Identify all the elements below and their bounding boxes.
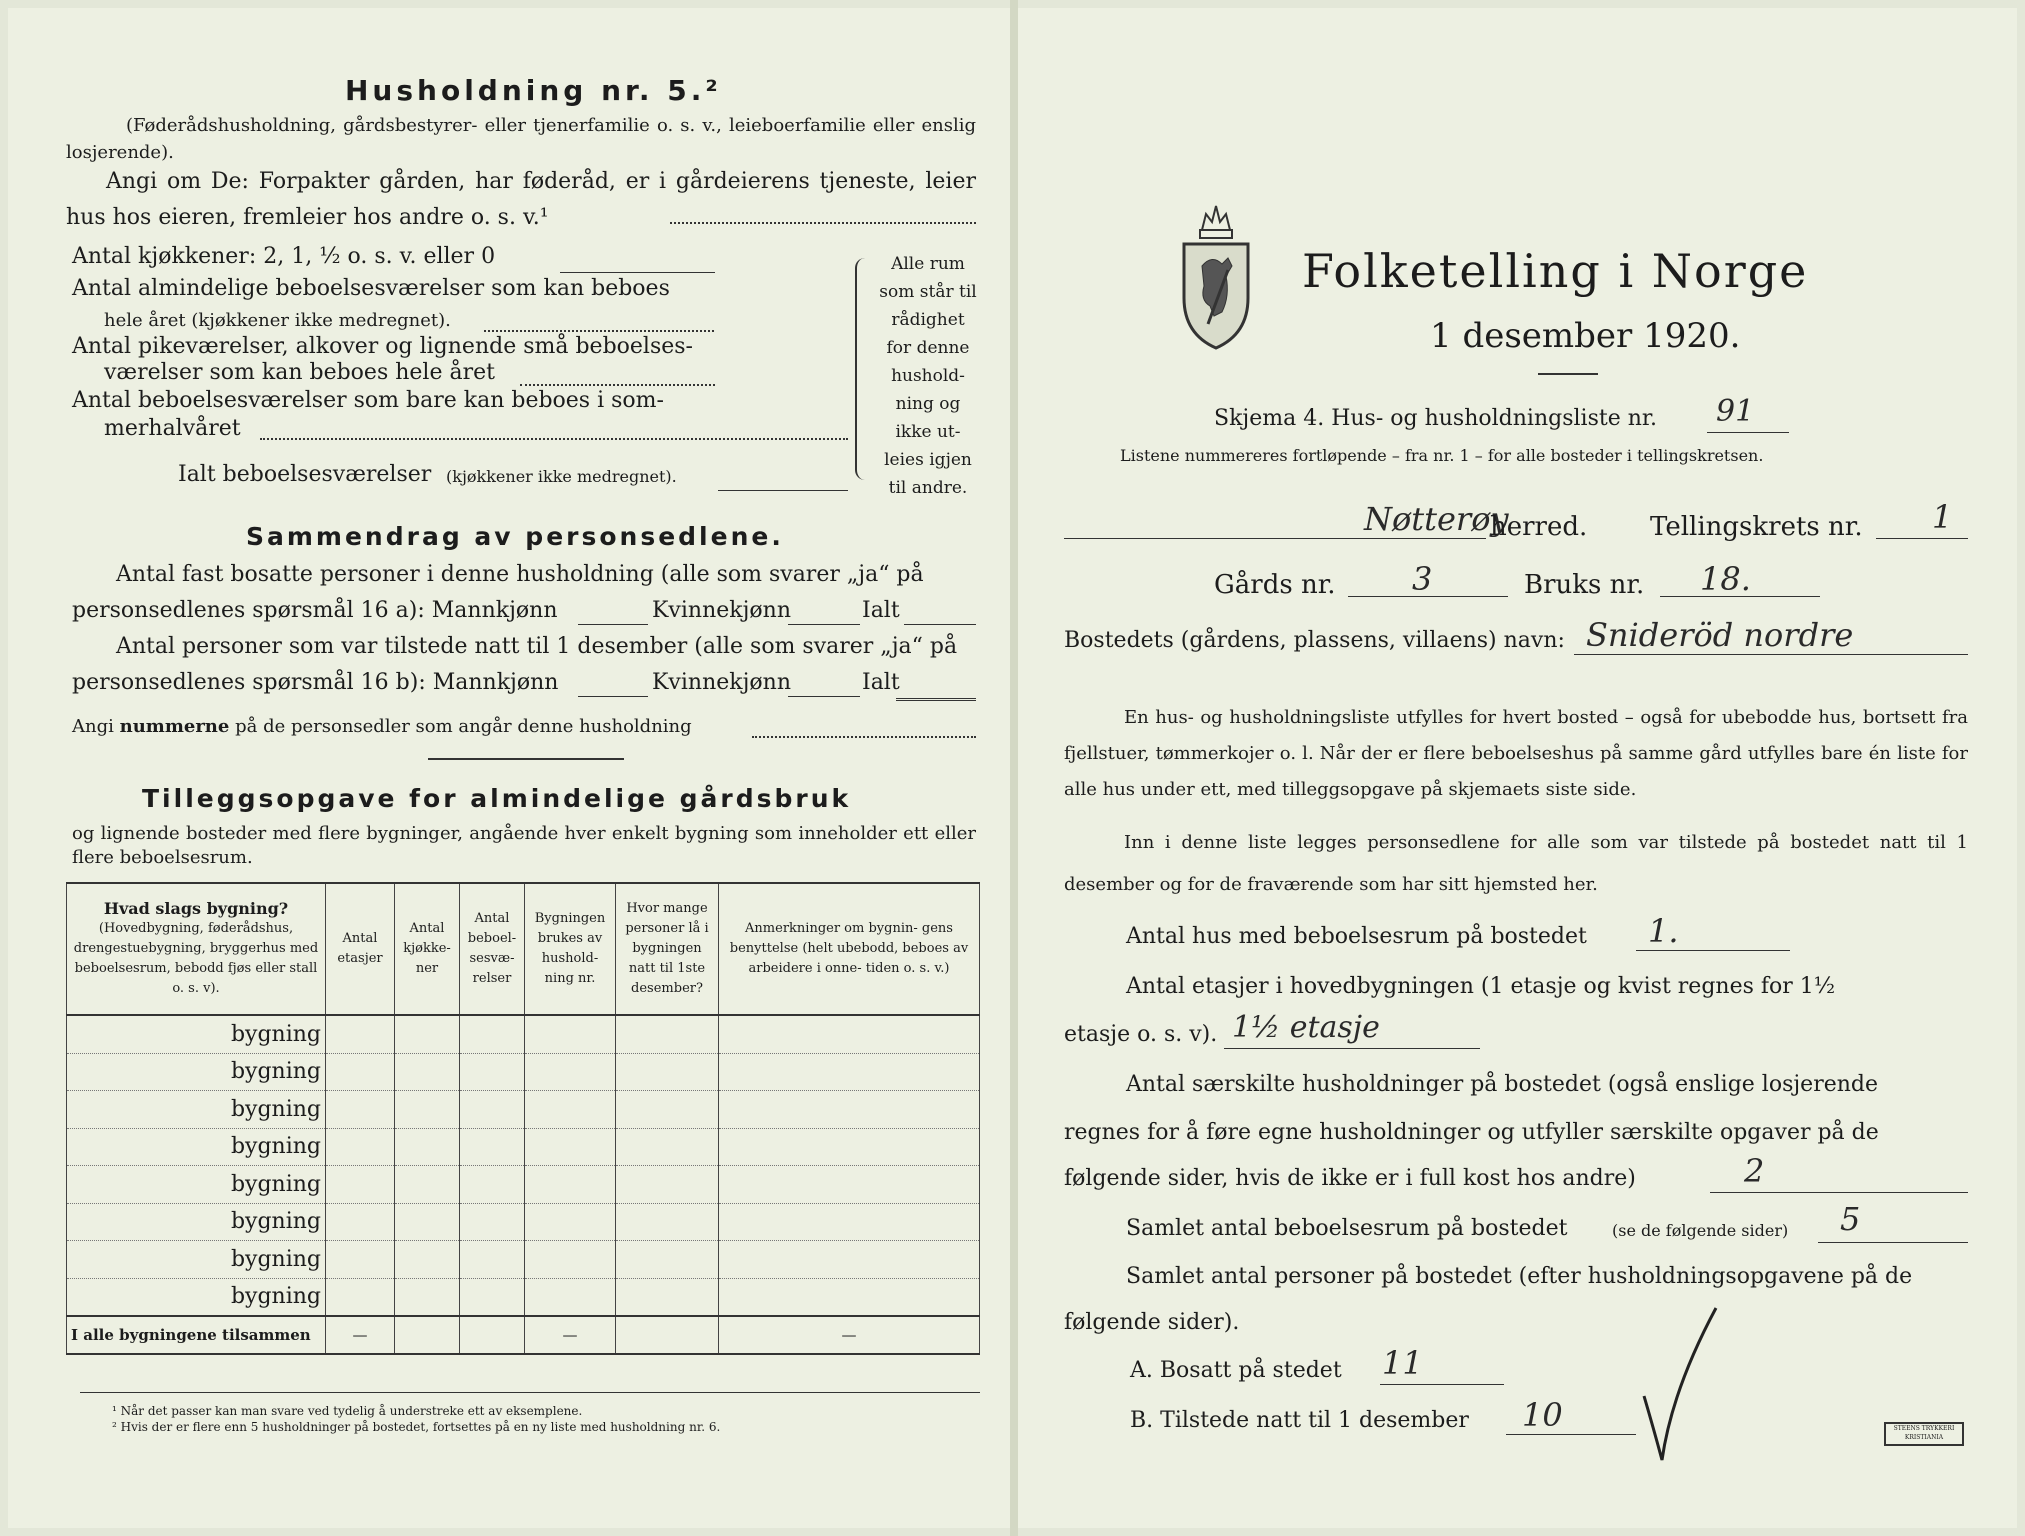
- row-label: bygning: [67, 1091, 326, 1129]
- answer-line-mann-2: [578, 696, 648, 697]
- cell: [460, 1203, 525, 1241]
- cell: [326, 1053, 395, 1091]
- cell: [395, 1128, 460, 1166]
- antal-hus-label: Antal hus med beboelsesrum på bostedet: [1126, 924, 1587, 949]
- side-note-line: rådighet: [891, 310, 965, 330]
- cell: [616, 1316, 719, 1354]
- bostedets-value[interactable]: Snideröd nordre: [1586, 616, 1854, 654]
- main-title: Folketelling i Norge: [1302, 244, 1809, 298]
- husholdning-description: (Føderådshusholdning, gårdsbestyrer- eller tjenerfamilie o. s. v., leieboerfamilie eller enslig losjerende).: [66, 115, 976, 163]
- cell: [616, 1015, 719, 1053]
- row-label: bygning: [67, 1241, 326, 1279]
- listene-note: Listene nummereres fortløpende – fra nr. 1 – for alle bosteder i tellingskretsen.: [1120, 446, 1764, 465]
- cell: [616, 1278, 719, 1316]
- tilstede-label: B. Tilstede natt til 1 desember: [1130, 1408, 1469, 1433]
- answer-line-ialt-rooms: [718, 490, 848, 491]
- info-paragraph-2: Inn i denne liste legges personsedlene for alle som var tilstede på bostedet natt til 1 desember og for de fraværende som har sitt hjemsted her.: [1064, 832, 1968, 895]
- etasjer-value[interactable]: 1½ etasje: [1232, 1010, 1380, 1045]
- total-label: I alle bygningene tilsammen: [67, 1316, 326, 1354]
- cell: [719, 1166, 980, 1204]
- col-header-building-desc: (Hovedbygning, føderådshus, drengestuebygning, bryggerhus med beboelsesrum, bebodd fjøs eller stall o. s. v).: [73, 921, 319, 996]
- side-note-line: til andre.: [888, 478, 968, 498]
- angi-text: Angi: [72, 716, 114, 737]
- building-table: [66, 882, 980, 1355]
- col-header-anmerkninger: Anmerkninger om bygnin- gens benyttelse (helt ubebodd, beboes av arbeidere i onne- tiden o. s. v.): [719, 883, 980, 1015]
- ialt-label-1: Ialt: [862, 598, 900, 623]
- sammendrag-title: Sammendrag av personsedlene.: [246, 522, 784, 551]
- antal-hus-line: [1636, 950, 1790, 951]
- herred-line: [1064, 538, 1486, 539]
- footnote-1: ¹ Når det passer kan man svare ved tydelig å understreke ett av eksemplene.: [112, 1404, 583, 1418]
- row-label: bygning: [67, 1015, 326, 1053]
- cell: [460, 1166, 525, 1204]
- cell: [525, 1278, 616, 1316]
- col-header-husholdning: Bygningen brukes av hushold- ning nr.: [525, 883, 616, 1015]
- table-row: [67, 1053, 980, 1091]
- samlet-personer-label: Samlet antal personer på bostedet (efter husholdningsopgavene på de: [1126, 1264, 1913, 1289]
- samlet-rum-line: [1818, 1242, 1968, 1243]
- census-date: 1 desember 1920.: [1430, 316, 1741, 356]
- table-total-row: [67, 1316, 980, 1354]
- cell: [719, 1091, 980, 1129]
- cell: [616, 1128, 719, 1166]
- cell: [395, 1166, 460, 1204]
- norway-coat-of-arms-icon: [1178, 200, 1254, 352]
- husholdning-instruction: Angi om De: Forpakter gården, har føderåd, er i gårdeierens tjeneste, leier hus hos eieren, fremleier hos andre o. s. v.¹: [66, 169, 976, 230]
- answer-line-forpakter: [670, 222, 976, 224]
- sammendrag-para2: Antal personer som var tilstede natt til 1 desember (alle som svarer „ja“ på: [116, 634, 958, 659]
- total-anmerkninger: —: [719, 1316, 980, 1354]
- footnote-2: ² Hvis der er flere enn 5 husholdninger på bostedet, fortsettes på en ny liste med husholdning nr. 6.: [112, 1420, 721, 1434]
- side-note-line: hushold-: [891, 366, 965, 386]
- cell: [326, 1203, 395, 1241]
- rooms-summer-cont: merhalvåret: [104, 416, 241, 441]
- rooms-small-cont: værelser som kan beboes hele året: [104, 360, 495, 385]
- answer-line-ialt-2: [896, 698, 976, 701]
- sammendrag-para2-cont: personsedlenes spørsmål 16 b): Mannkjønn: [72, 670, 559, 695]
- printer-stamp: STEENS TRYKKERI KRISTIANIA: [1884, 1422, 1964, 1446]
- tellingskrets-line: [1876, 538, 1968, 539]
- side-note-line: for denne: [886, 338, 970, 358]
- divider: [428, 758, 624, 760]
- cell: [460, 1053, 525, 1091]
- side-note-line: ning og: [895, 394, 961, 414]
- ialt-rooms-note: (kjøkkener ikke medregnet).: [446, 467, 677, 486]
- info-paragraph-1: En hus- og husholdningsliste utfylles for hvert bosted – også for ubebodde hus, bortsett fra fjellstuer, tømmerkojer o. l. Når der er flere beboelseshus på samme gård utfylles bare én liste for alle hus under ett, med tilleggsopgave på skjemaets siste side.: [1064, 707, 1968, 800]
- cell: [719, 1053, 980, 1091]
- side-note-line: ikke ut-: [895, 422, 961, 442]
- herred-value[interactable]: Nøtterøy: [1364, 500, 1509, 538]
- answer-line-kvinne-2: [788, 696, 860, 697]
- rooms-small: Antal pikeværelser, alkover og lignende små beboelses-: [72, 334, 693, 359]
- cell: [460, 1091, 525, 1129]
- bostedets-line: [1574, 654, 1968, 655]
- tilstede-line: [1506, 1434, 1636, 1435]
- side-note-line: leies igjen: [884, 450, 972, 470]
- cell: [525, 1091, 616, 1129]
- cell: [395, 1241, 460, 1279]
- side-note-line: Alle rum: [891, 254, 965, 274]
- cell: [525, 1166, 616, 1204]
- table-row: [67, 1015, 980, 1053]
- bosatt-value[interactable]: 11: [1382, 1344, 1423, 1382]
- cell: [616, 1091, 719, 1129]
- row-label: bygning: [67, 1278, 326, 1316]
- table-header-row: [67, 883, 980, 1015]
- row-label: bygning: [67, 1203, 326, 1241]
- samlet-rum-value[interactable]: 5: [1840, 1200, 1861, 1238]
- col-header-etasjer: Antal etasjer: [326, 883, 395, 1015]
- bruks-value[interactable]: 18.: [1700, 560, 1751, 598]
- col-header-beboelsesvaerelser: Antal beboel- sesvæ- relser: [460, 883, 525, 1015]
- answer-line-ialt-1: [904, 624, 976, 625]
- cell: [460, 1316, 525, 1354]
- table-row: [67, 1278, 980, 1316]
- tilleggsopgave-title: Tilleggsopgave for almindelige gårdsbruk: [142, 784, 852, 813]
- bruks-label: Bruks nr.: [1524, 570, 1645, 600]
- answer-line-ordinary: [484, 330, 714, 332]
- rooms-summer: Antal beboelsesværelser som bare kan beboes i som-: [72, 388, 664, 413]
- col-header-building-bold: Hvad slags bygning?: [103, 899, 289, 918]
- etasjer-line: [1224, 1048, 1480, 1049]
- cell: [525, 1241, 616, 1279]
- gaards-label: Gårds nr.: [1214, 570, 1336, 600]
- cell: [460, 1278, 525, 1316]
- side-note-line: som står til: [879, 282, 977, 302]
- husholdninger-line: [1710, 1192, 1968, 1193]
- cell: [395, 1091, 460, 1129]
- etasjer-label-cont: etasje o. s. v).: [1064, 1022, 1218, 1047]
- skjema-label: Skjema 4. Hus- og husholdningsliste nr.: [1214, 406, 1657, 431]
- answer-line-mann-1: [578, 624, 648, 625]
- answer-line-kvinne-1: [788, 624, 860, 625]
- kvinne-label-2: Kvinnekjønn: [652, 670, 791, 695]
- husholdninger-label-cont2: følgende sider, hvis de ikke er i full kost hos andre): [1064, 1166, 1636, 1191]
- husholdninger-label: Antal særskilte husholdninger på bostedet (også enslige losjerende: [1126, 1072, 1879, 1097]
- cell: [616, 1203, 719, 1241]
- cell: [719, 1241, 980, 1279]
- cell: [525, 1203, 616, 1241]
- herred-label: herred.: [1490, 512, 1588, 542]
- cell: [326, 1091, 395, 1129]
- angi-bold: nummerne: [119, 716, 230, 737]
- skjema-line: [1707, 432, 1789, 433]
- tilleggsopgave-description: og lignende bosteder med flere bygninger, angående hver enkelt bygning som inneholder ett eller flere beboelsesrum.: [72, 823, 976, 868]
- cell: [460, 1015, 525, 1053]
- cell: [326, 1015, 395, 1053]
- cell: [395, 1316, 460, 1354]
- bostedets-label: Bostedets (gårdens, plassens, villaens) navn:: [1064, 628, 1565, 653]
- brace: [855, 258, 871, 480]
- cell: [395, 1278, 460, 1316]
- husholdninger-value[interactable]: 2: [1744, 1152, 1765, 1190]
- table-row: [67, 1241, 980, 1279]
- title-divider: [1538, 373, 1598, 375]
- sammendrag-para1-cont: personsedlenes spørsmål 16 a): Mannkjønn: [72, 598, 558, 623]
- gaards-value[interactable]: 3: [1412, 560, 1433, 598]
- cell: [616, 1166, 719, 1204]
- kvinne-label-1: Kvinnekjønn: [652, 598, 791, 623]
- cell: [719, 1128, 980, 1166]
- etasjer-label: Antal etasjer i hovedbygningen (1 etasje og kvist regnes for 1½: [1126, 974, 1836, 999]
- rooms-ordinary: Antal almindelige beboelsesværelser som kan beboes: [72, 276, 670, 301]
- cell: [395, 1203, 460, 1241]
- samlet-rum-note: (se de følgende sider): [1612, 1221, 1789, 1240]
- samlet-rum-label: Samlet antal beboelsesrum på bostedet: [1126, 1216, 1568, 1241]
- col-header-building: [67, 883, 326, 1015]
- cell: [719, 1278, 980, 1316]
- angi-nummerne: [72, 716, 692, 737]
- sammendrag-para1: Antal fast bosatte personer i denne husholdning (alle som svarer „ja“ på: [116, 562, 924, 587]
- col-header-personer: Hvor mange personer lå i bygningen natt til 1ste desember?: [616, 883, 719, 1015]
- checkmark-icon: [1636, 1300, 1726, 1470]
- cell: [719, 1203, 980, 1241]
- cell: [395, 1053, 460, 1091]
- tellingskrets-label: Tellingskrets nr.: [1650, 512, 1863, 542]
- total-etasjer: —: [326, 1316, 395, 1354]
- col-header-kjokkener: Antal kjøkke- ner: [395, 883, 460, 1015]
- ialt-rooms-label: Ialt beboelsesværelser: [178, 462, 432, 487]
- cell: [525, 1015, 616, 1053]
- row-label: bygning: [67, 1128, 326, 1166]
- cell: [460, 1241, 525, 1279]
- answer-line-angi: [752, 736, 976, 738]
- row-label: bygning: [67, 1053, 326, 1091]
- husholdning-title: Husholdning nr. 5.²: [345, 74, 722, 107]
- total-husholdning: —: [525, 1316, 616, 1354]
- answer-line-small: [520, 384, 715, 386]
- cell: [395, 1015, 460, 1053]
- answer-line-kitchens: [560, 272, 715, 273]
- ialt-label-2: Ialt: [862, 670, 900, 695]
- samlet-personer-label-cont: følgende sider).: [1064, 1310, 1240, 1335]
- antal-hus-value[interactable]: 1.: [1648, 912, 1679, 950]
- row-label: bygning: [67, 1166, 326, 1204]
- husholdninger-label-cont: regnes for å føre egne husholdninger og utfyller særskilte opgaver på de: [1064, 1120, 1879, 1145]
- tellingskrets-value[interactable]: 1: [1932, 498, 1953, 536]
- cell: [326, 1278, 395, 1316]
- cell: [616, 1241, 719, 1279]
- page-fold: [1010, 0, 1018, 1536]
- footnote-rule: [80, 1392, 980, 1393]
- cell: [326, 1241, 395, 1279]
- bosatt-label: A. Bosatt på stedet: [1130, 1358, 1342, 1383]
- bosatt-line: [1380, 1384, 1504, 1385]
- side-note: [873, 250, 983, 502]
- cell: [616, 1053, 719, 1091]
- cell: [460, 1128, 525, 1166]
- cell: [525, 1053, 616, 1091]
- answer-line-summer: [260, 438, 848, 440]
- tilstede-value[interactable]: 10: [1522, 1396, 1563, 1434]
- cell: [326, 1166, 395, 1204]
- cell: [525, 1128, 616, 1166]
- cell: [326, 1128, 395, 1166]
- table-row: [67, 1128, 980, 1166]
- table-row: [67, 1203, 980, 1241]
- table-row: [67, 1091, 980, 1129]
- angi-text-rest: på de personsedler som angår denne husholdning: [235, 716, 692, 737]
- skjema-nr-value[interactable]: 91: [1716, 394, 1755, 429]
- rooms-ordinary-cont: hele året (kjøkkener ikke medregnet).: [104, 310, 451, 331]
- cell: [719, 1015, 980, 1053]
- table-row: [67, 1166, 980, 1204]
- rooms-kitchens: Antal kjøkkener: 2, 1, ½ o. s. v. eller 0: [72, 244, 496, 269]
